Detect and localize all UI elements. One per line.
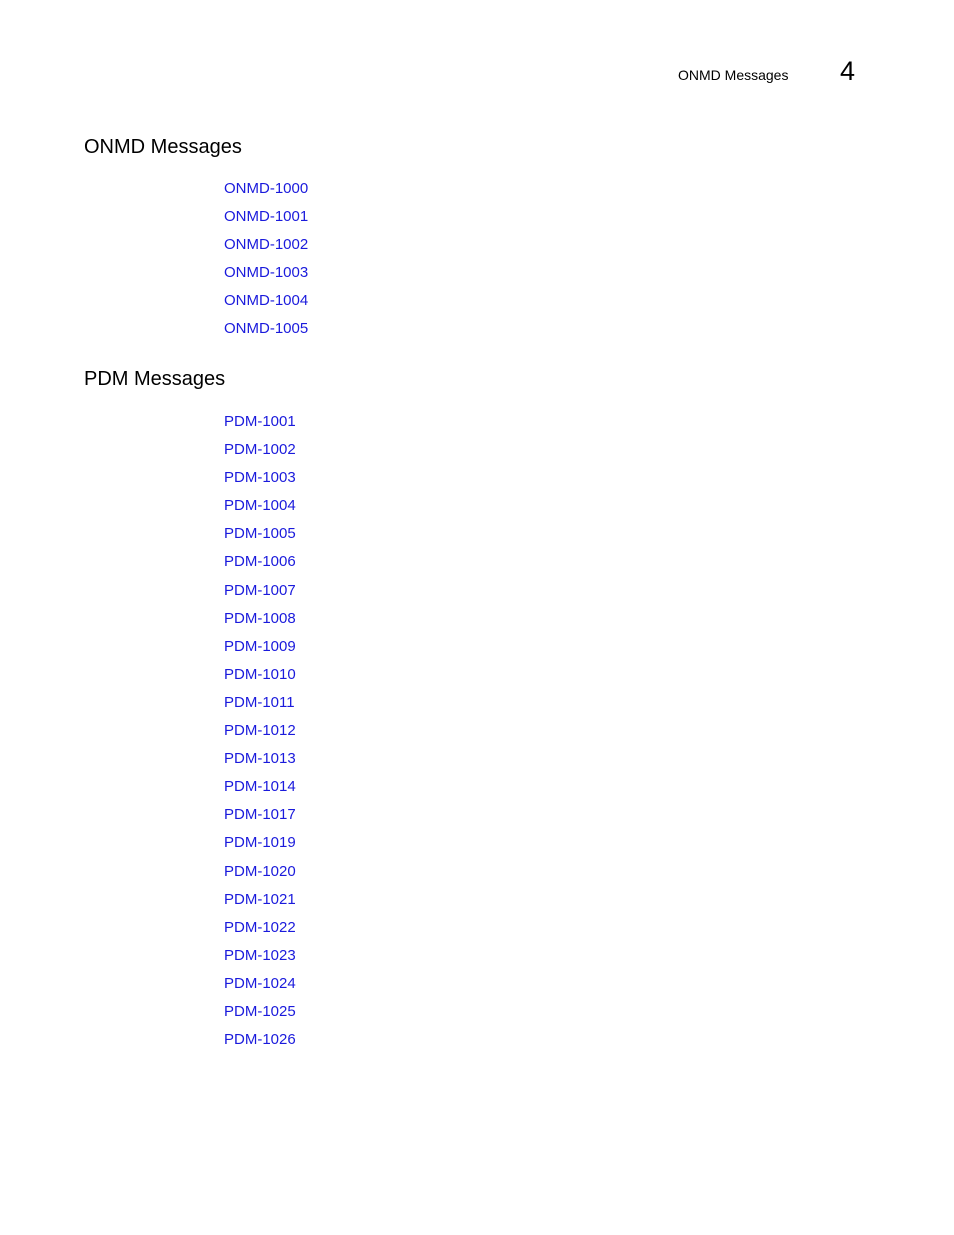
pdm-list-item [224, 946, 296, 974]
pdm-message-link[interactable]: PDM-1019 [224, 834, 296, 852]
pdm-message-link[interactable]: PDM-1009 [224, 637, 296, 655]
pdm-list-item [224, 468, 296, 496]
pdm-list-item [224, 777, 296, 805]
onmd-message-link[interactable]: ONMD-1000 [224, 180, 309, 197]
onmd-message-link[interactable]: ONMD-1004 [224, 292, 309, 310]
onmd-list-item [224, 263, 308, 291]
onmd-message-list [224, 179, 308, 348]
pdm-message-link[interactable]: PDM-1014 [224, 778, 296, 796]
pdm-list-item [224, 805, 296, 833]
pdm-message-link[interactable]: PDM-1001 [224, 413, 296, 430]
pdm-message-list [224, 412, 296, 1058]
onmd-section-heading: ONMD Messages [84, 136, 242, 158]
pdm-list-item [224, 665, 296, 693]
pdm-message-link[interactable]: PDM-1011 [224, 693, 295, 711]
pdm-message-link[interactable]: PDM-1026 [224, 1031, 296, 1049]
onmd-list-item [224, 207, 308, 235]
pdm-list-item [224, 974, 296, 1002]
pdm-message-link[interactable]: PDM-1013 [224, 750, 296, 768]
pdm-message-link[interactable]: PDM-1025 [224, 1002, 296, 1020]
pdm-list-item [224, 693, 296, 721]
pdm-message-link[interactable]: PDM-1007 [224, 581, 296, 599]
pdm-message-link[interactable]: PDM-1004 [224, 497, 296, 515]
onmd-message-link[interactable]: ONMD-1003 [224, 264, 309, 282]
pdm-message-link[interactable]: PDM-1021 [224, 890, 296, 908]
pdm-list-item [224, 496, 296, 524]
pdm-list-item [224, 890, 296, 918]
running-header-title: ONMD Messages [678, 67, 789, 83]
pdm-message-link[interactable]: PDM-1008 [224, 609, 296, 627]
pdm-message-link[interactable]: PDM-1002 [224, 441, 296, 459]
pdm-list-item [224, 552, 296, 580]
pdm-list-item [224, 721, 296, 749]
pdm-list-item [224, 918, 296, 946]
pdm-list-item [224, 749, 296, 777]
onmd-message-link[interactable]: ONMD-1005 [224, 320, 309, 338]
pdm-message-link[interactable]: PDM-1022 [224, 918, 296, 936]
onmd-message-link[interactable]: ONMD-1001 [224, 208, 309, 226]
pdm-list-item [224, 609, 296, 637]
pdm-list-item [224, 412, 296, 440]
pdm-list-item [224, 440, 296, 468]
pdm-message-link[interactable]: PDM-1024 [224, 974, 296, 992]
pdm-message-link[interactable]: PDM-1017 [224, 806, 296, 824]
onmd-list-item [224, 319, 308, 347]
chapter-number: 4 [840, 56, 856, 86]
pdm-section-heading: PDM Messages [84, 368, 226, 390]
pdm-list-item [224, 833, 296, 861]
pdm-list-item [224, 1030, 296, 1058]
pdm-list-item [224, 524, 296, 552]
pdm-list-item [224, 862, 296, 890]
pdm-list-item [224, 1002, 296, 1030]
pdm-message-link[interactable]: PDM-1012 [224, 722, 296, 740]
pdm-message-link[interactable]: PDM-1010 [224, 665, 296, 683]
onmd-message-link[interactable]: ONMD-1002 [224, 236, 309, 254]
pdm-message-link[interactable]: PDM-1006 [224, 553, 296, 571]
pdm-list-item [224, 637, 296, 665]
pdm-message-link[interactable]: PDM-1003 [224, 469, 296, 487]
pdm-message-link[interactable]: PDM-1023 [224, 946, 296, 964]
onmd-list-item [224, 235, 308, 263]
pdm-list-item [224, 581, 296, 609]
pdm-message-link[interactable]: PDM-1020 [224, 862, 296, 880]
pdm-message-link[interactable]: PDM-1005 [224, 525, 296, 543]
onmd-list-item [224, 179, 308, 207]
onmd-list-item [224, 291, 308, 319]
running-header [0, 58, 954, 88]
